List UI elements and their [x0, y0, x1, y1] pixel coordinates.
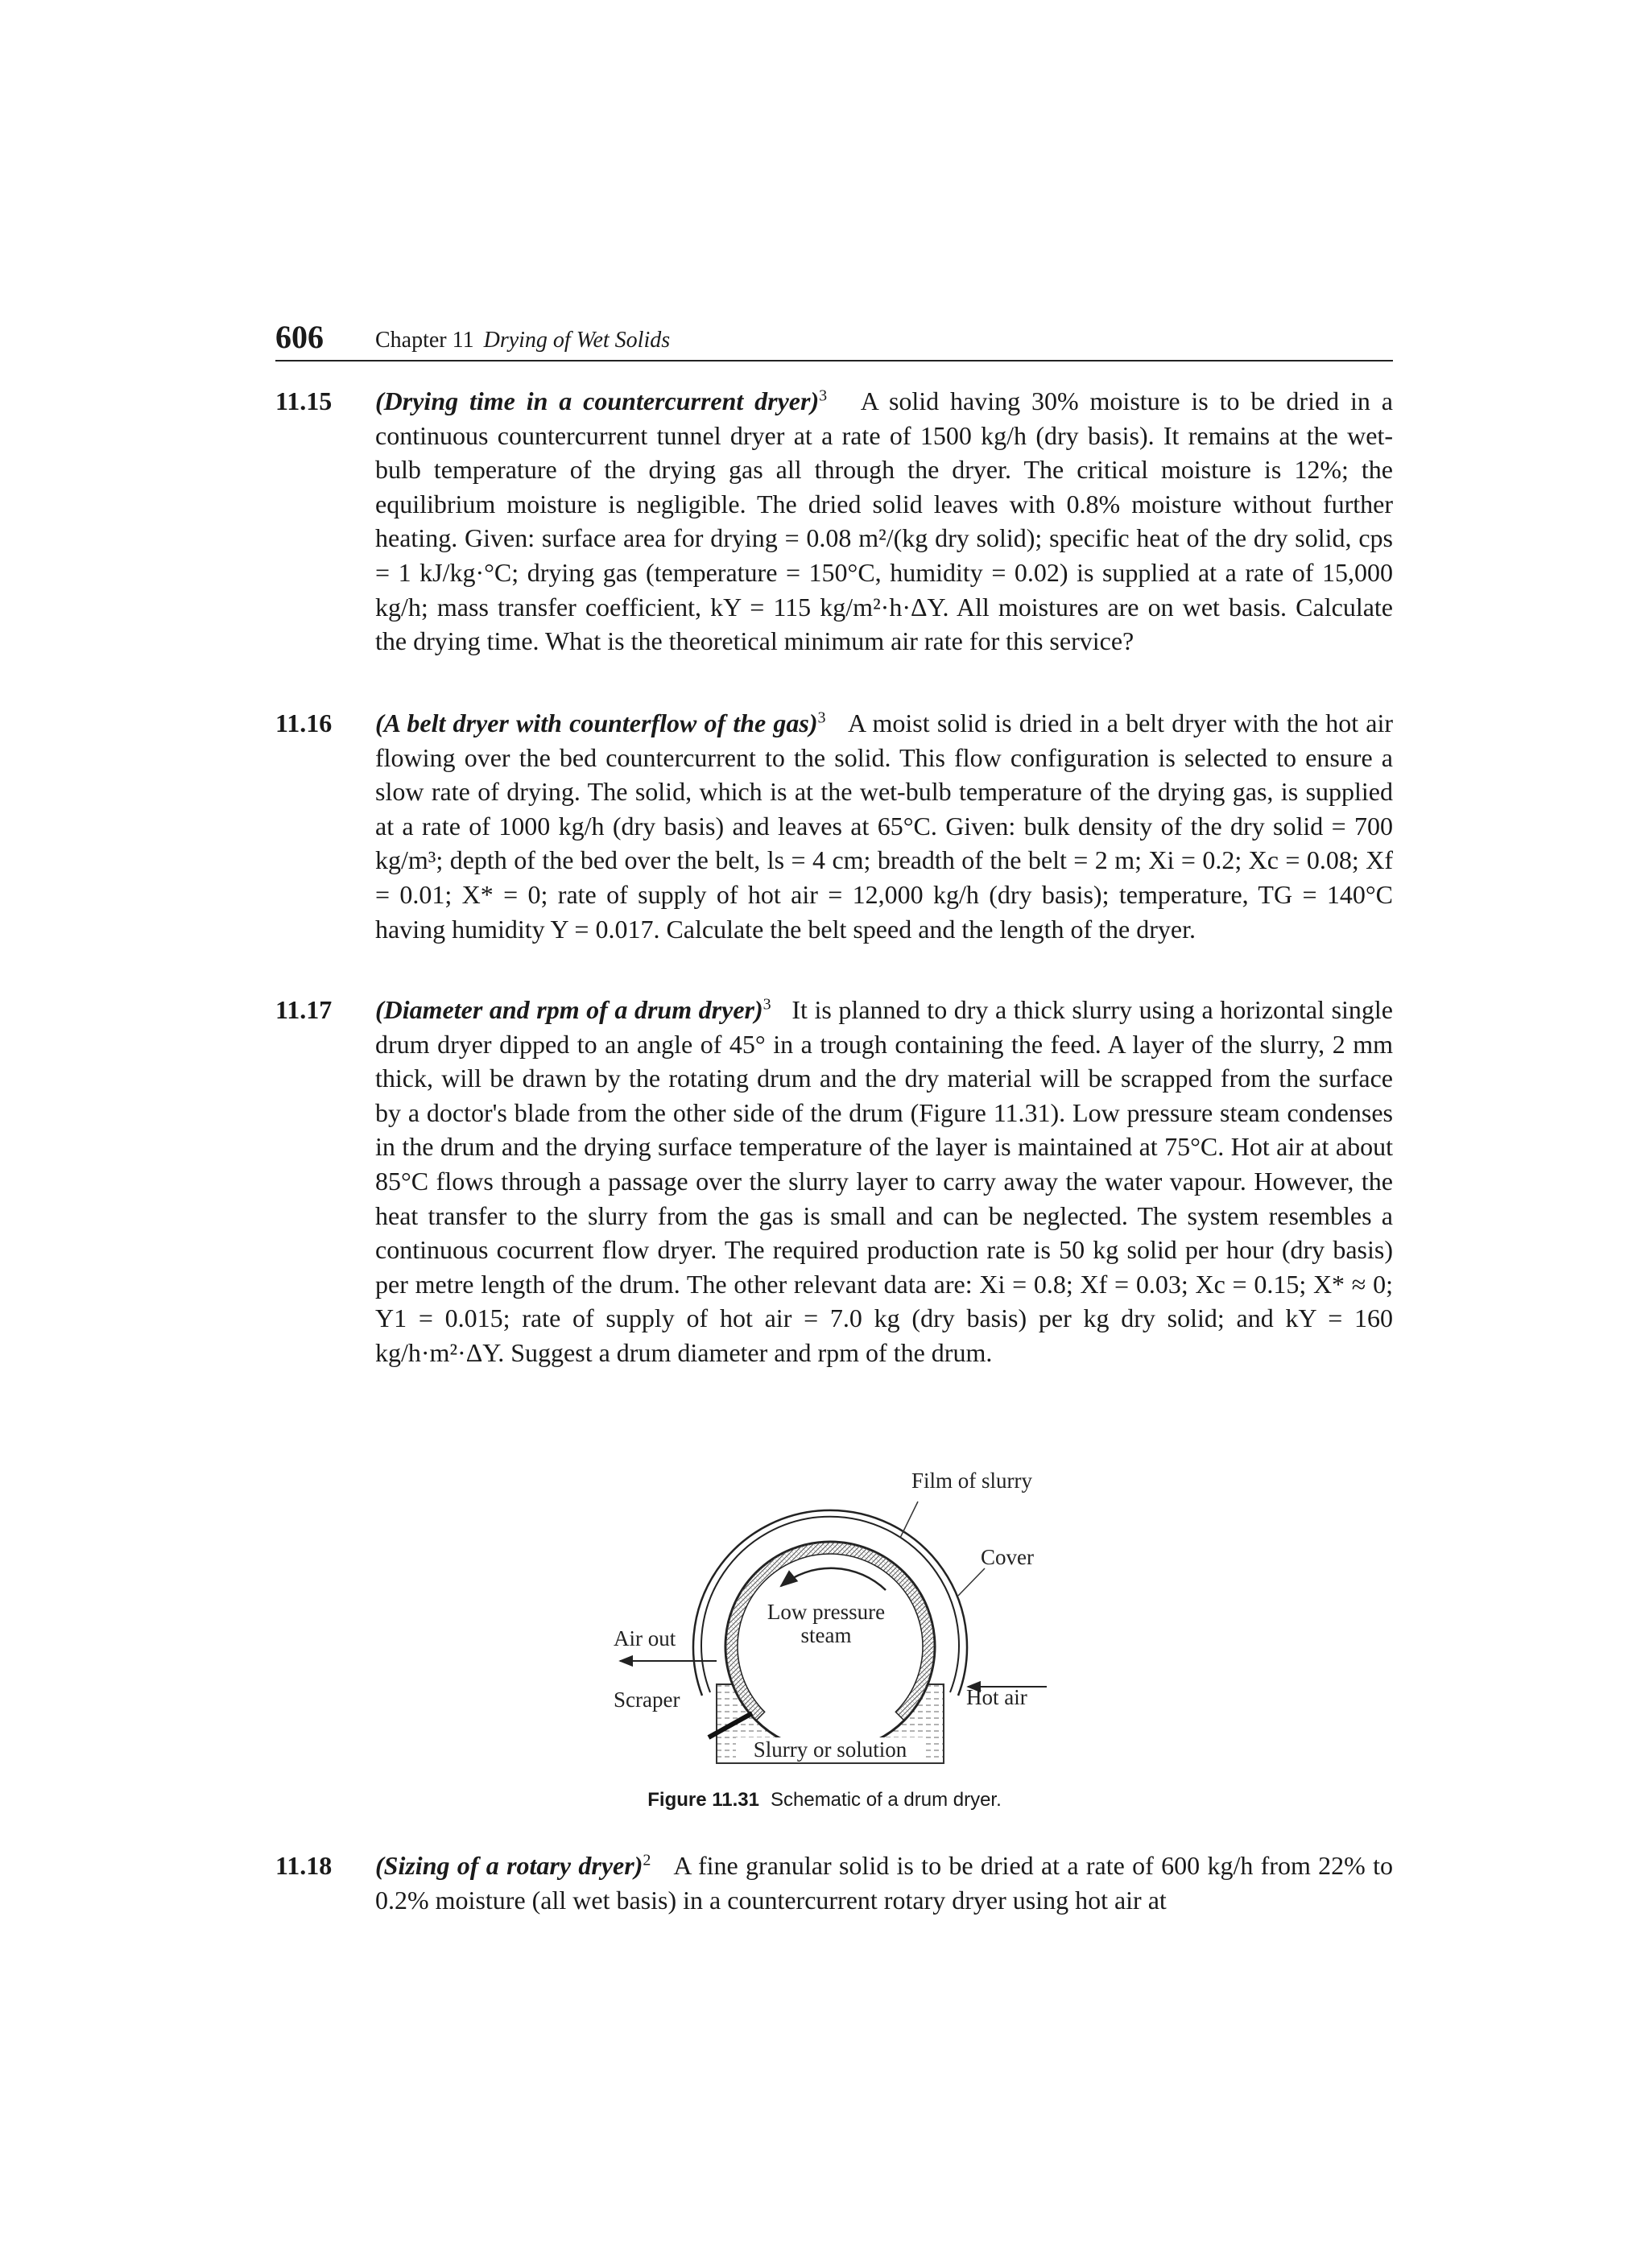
- figure-caption: [0, 1786, 1649, 1815]
- hot-air-label: Hot air: [966, 1685, 1027, 1709]
- problem-number: 11.16: [275, 708, 333, 737]
- problem-title: (A belt dryer with counterflow of the gas): [375, 708, 818, 737]
- film-label: Film of slurry: [911, 1469, 1033, 1493]
- problem-number: 11.17: [275, 995, 333, 1024]
- chapter-title: Drying of Wet Solids: [483, 328, 671, 353]
- problem-body: A fine granular solid is to be dried at a rate of 600 kg/h from 22% to 0.2% moisture (all wet basis) in a countercurrent rotary dryer using hot air at: [375, 1851, 1394, 1915]
- problem-number: 11.15: [275, 386, 333, 415]
- steam-label-line2: steam: [800, 1623, 852, 1647]
- drum-dryer-diagram: [596, 1457, 1063, 1779]
- steam-label-line1: Low pressure: [767, 1600, 886, 1624]
- cover-label: Cover: [981, 1545, 1034, 1569]
- slurry-label: Slurry or solution: [753, 1737, 907, 1762]
- problem-text: [375, 993, 1393, 1370]
- problem-ref: 3: [819, 386, 828, 405]
- problem-text: [375, 384, 1393, 659]
- page-number: 606: [275, 319, 324, 355]
- film-leader: [900, 1502, 918, 1538]
- problem-11-18: [275, 1849, 1393, 1917]
- problem-ref: 3: [763, 995, 771, 1014]
- figure-caption-text: Schematic of a drum dryer.: [770, 1789, 1002, 1811]
- problem-body: A solid having 30% moisture is to be dried in a continuous countercurrent tunnel dryer at a rate of 1500 kg/h (dry basis). It remains at the wet-bulb temperature of the drying gas all through the dryer. The critical moisture is 12%; the equilibrium moisture is negligible. The dried solid leaves with 0.8% moisture without further heating. Given: surface area for drying = 0.08 m²/(kg dry solid); specific heat of the dry solid, cps = 1 kJ/kg·°C; drying gas (temperature = 150°C, humidity = 0.02) is supplied at a rate of 15,000 kg/h; mass transfer coefficient, kY = 115 kg/m²·h·ΔY. All moistures are on wet basis. Calculate the drying time. What is the theoretical minimum air rate for this service?: [375, 386, 1394, 656]
- problem-title: (Drying time in a countercurrent dryer): [375, 386, 820, 415]
- problem-title: (Sizing of a rotary dryer): [375, 1851, 643, 1880]
- chapter-label: Chapter 11: [375, 328, 474, 353]
- problem-11-15: [275, 384, 1393, 659]
- running-head: [375, 324, 670, 357]
- figure-caption-label: Figure 11.31: [647, 1789, 759, 1811]
- problem-text: [375, 1849, 1393, 1917]
- problem-ref: 3: [817, 708, 826, 727]
- problem-body: A moist solid is dried in a belt dryer with the hot air flowing over the bed countercurrent to the solid. This flow configuration is selected to ensure a slow rate of drying. The solid, which is at the wet-bulb temperature of the drying gas, is supplied at a rate of 1000 kg/h (dry basis) and leaves at 65°C. Given: bulk density of the dry solid = 700 kg/m³; depth of the bed over the belt, ls = 4 cm; breadth of the belt = 2 m; Xi = 0.2; Xc = 0.08; Xf = 0.01; X* = 0; rate of supply of hot air = 12,000 kg/h (dry basis); temperature, TG = 140°C having humidity Y = 0.017. Calculate the belt speed and the length of the dryer.: [375, 708, 1394, 944]
- problem-11-17: [275, 993, 1393, 1370]
- page-header: [275, 318, 1393, 361]
- drum-dryer-figure: [596, 1457, 1063, 1779]
- problem-text: [375, 706, 1393, 946]
- problem-11-16: [275, 706, 1393, 946]
- problem-number: 11.18: [275, 1851, 333, 1880]
- problem-title: (Diameter and rpm of a drum dryer): [375, 995, 763, 1024]
- cover-leader: [958, 1568, 985, 1596]
- scraper-label: Scraper: [614, 1688, 680, 1712]
- problem-ref: 2: [643, 1851, 651, 1869]
- air-out-label: Air out: [614, 1626, 676, 1650]
- problem-body: It is planned to dry a thick slurry using a horizontal single drum dryer dipped to an angle of 45° in a trough containing the feed. A layer of the slurry, 2 mm thick, will be drawn by the rotating drum and the dry material will be scrapped from the surface by a doctor's blade from the other side of the drum (Figure 11.31). Low pressure steam condenses in the drum and the drying surface temperature of the layer is maintained at 75°C. Hot air at about 85°C flows through a passage over the slurry layer to carry away the water vapour. However, the heat transfer to the slurry from the gas is small and can be neglected. The system resembles a continuous cocurrent flow dryer. The required production rate is 50 kg solid per hour (dry basis) per metre length of the drum. The other relevant data are: Xi = 0.8; Xf = 0.03; Xc = 0.15; X* ≈ 0; Y1 = 0.015; rate of supply of hot air = 7.0 kg (dry basis) per kg dry solid; and kY = 160 kg/h·m²·ΔY. Suggest a drum diameter and rpm of the drum.: [375, 995, 1394, 1367]
